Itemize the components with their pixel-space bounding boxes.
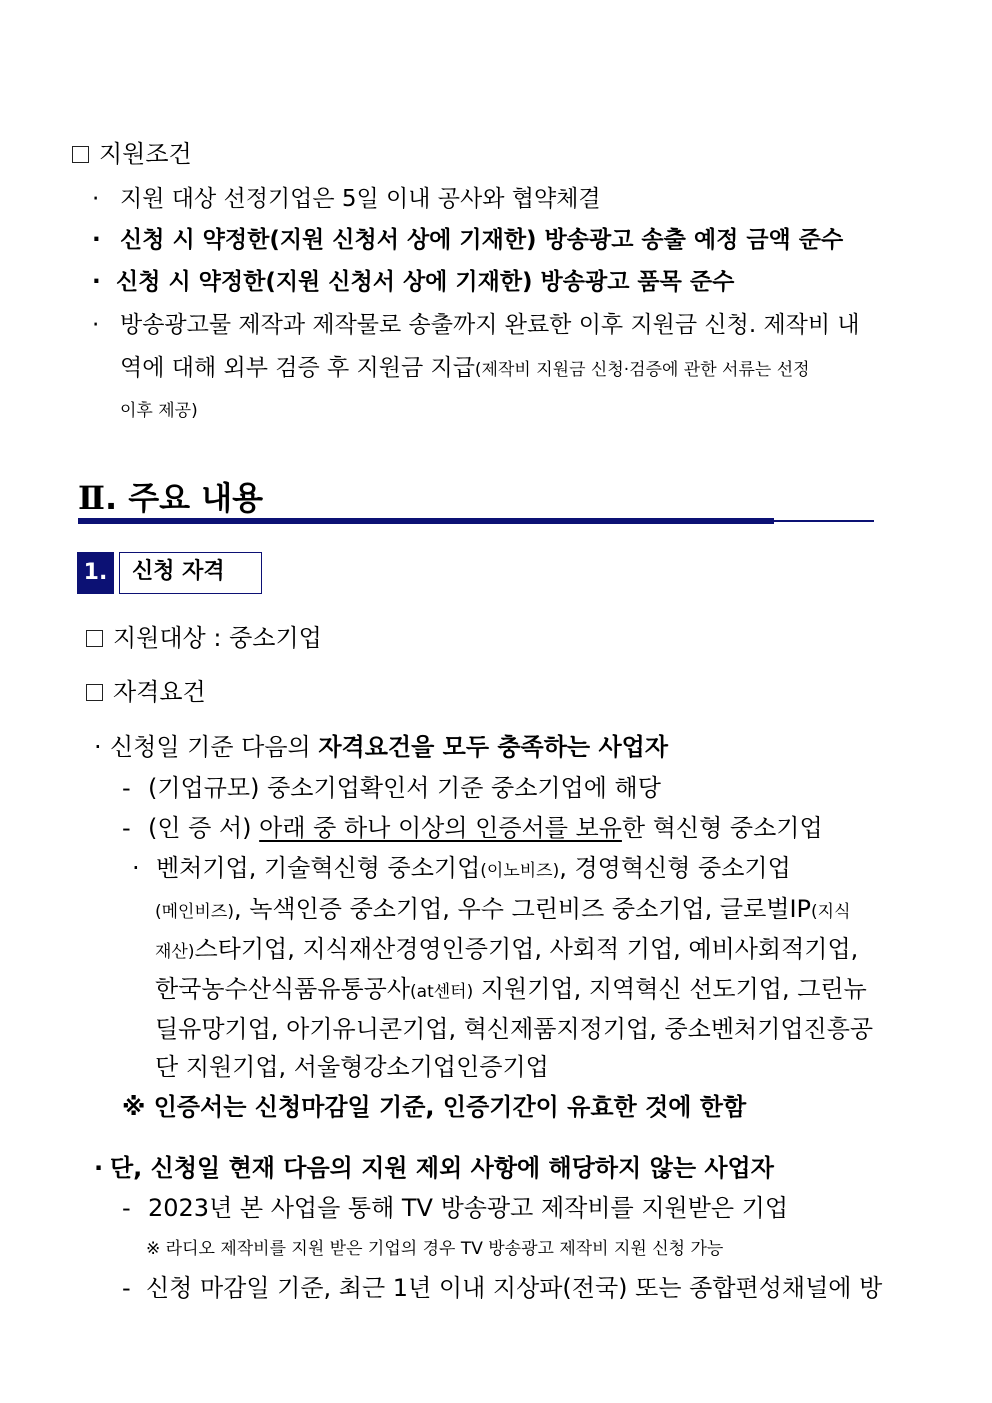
condition-bullet-4-line2: 역에 대해 외부 검증 후 지원금 지급(제작비 지원금 신청·검증에 관한 서류는 선정	[120, 355, 810, 381]
condition-bullet-4: · 방송광고물 제작과 제작물로 송출까지 완료한 이후 지원금 신청. 제작비 내	[92, 312, 860, 338]
target-label: 지원대상 : 중소기업	[86, 622, 322, 654]
exclude-item-1-note: ※ 라디오 제작비를 지원 받은 기업의 경우 TV 방송광고 제작비 지원 신청 가능	[146, 1239, 724, 1259]
cert-list-line4: 한국농수산식품유통공사(at센터) 지원기업, 지역혁신 선도기업, 그린뉴	[155, 975, 867, 1003]
qualify-lead: · 신청일 기준 다음의 자격요건을 모두 충족하는 사업자	[94, 733, 669, 761]
condition-bullet-4-line3: 이후 제공)	[120, 401, 198, 421]
exclude-item-2: - 신청 마감일 기준, 최근 1년 이내 지상파(전국) 또는 종합편성채널에 방	[122, 1274, 883, 1302]
subsection-title: 신청 자격	[119, 552, 262, 594]
checkbox-square-icon	[86, 684, 103, 701]
cert-list-line6: 단 지원기업, 서울형강소기업인증기업	[155, 1053, 549, 1081]
qualify-cert: - (인 증 서) 아래 중 하나 이상의 인증서를 보유한 혁신형 중소기업	[122, 814, 823, 842]
checkbox-square-icon	[72, 146, 89, 163]
subsection-number: 1.	[77, 552, 114, 594]
condition-bullet-2: · 신청 시 약정한(지원 신청서 상에 기재한) 방송광고 송출 예정 금액 준수	[92, 227, 844, 253]
conditions-heading: 지원조건	[72, 138, 192, 170]
cert-note: ※ 인증서는 신청마감일 기준, 인증기간이 유효한 것에 한함	[122, 1093, 747, 1121]
exclude-lead: · 단, 신청일 현재 다음의 지원 제외 사항에 해당하지 않는 사업자	[94, 1154, 774, 1182]
section-title: Ⅱ. 주요 내용	[78, 479, 264, 517]
condition-bullet-3: · 신청 시 약정한(지원 신청서 상에 기재한) 방송광고 품목 준수	[92, 269, 735, 295]
cert-list-line3: 재산)스타기업, 지식재산경영인증기업, 사회적 기업, 예비사회적기업,	[155, 935, 859, 963]
section-underline-thick	[78, 518, 774, 524]
cert-list-line1: · 벤처기업, 기술혁신형 중소기업(이노비즈), 경영혁신형 중소기업	[132, 854, 791, 882]
exclude-item-1: - 2023년 본 사업을 통해 TV 방송광고 제작비를 지원받은 기업	[122, 1194, 789, 1222]
cert-list-line2: (메인비즈), 녹색인증 중소기업, 우수 그린비즈 중소기업, 글로벌IP(지식	[155, 895, 851, 923]
qualify-scale: - (기업규모) 중소기업확인서 기준 중소기업에 해당	[122, 774, 661, 802]
cert-list-line5: 딜유망기업, 아기유니콘기업, 혁신제품지정기업, 중소벤처기업진흥공	[155, 1015, 874, 1043]
checkbox-square-icon	[86, 630, 103, 647]
condition-bullet-1: · 지원 대상 선정기업은 5일 이내 공사와 협약체결	[92, 186, 601, 212]
qualify-label: 자격요건	[86, 676, 206, 708]
section-underline-thin	[774, 520, 874, 522]
